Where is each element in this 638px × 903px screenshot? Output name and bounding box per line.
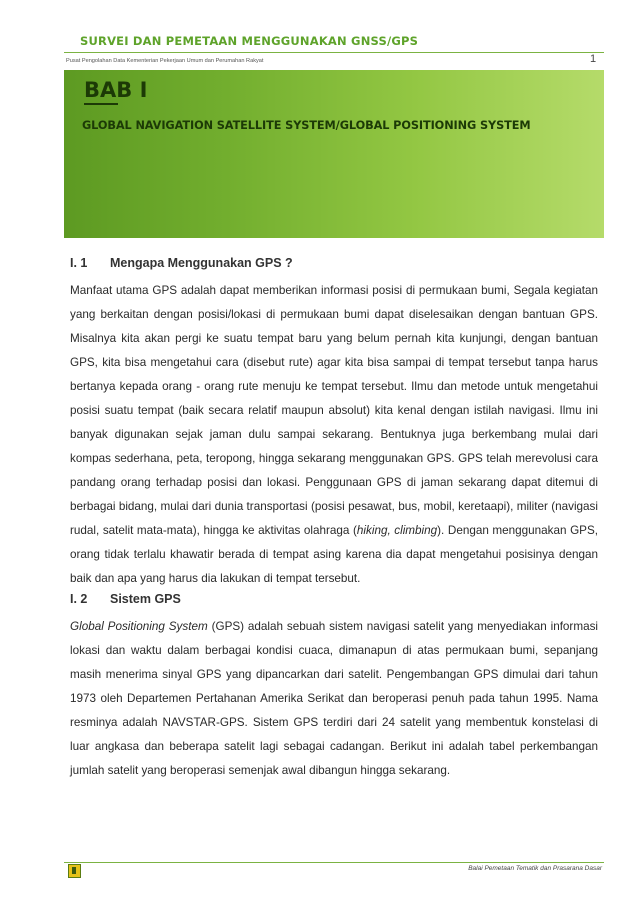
section-heading-1 (70, 256, 293, 270)
chapter-title: GLOBAL NAVIGATION SATELLITE SYSTEM/GLOBAL POSITIONING SYSTEM (82, 119, 531, 132)
footer-divider (64, 862, 604, 863)
page-number: 1 (590, 53, 597, 65)
paragraph-text: (GPS) adalah sebuah sistem navigasi satelit yang menyediakan informasi lokasi dan waktu dalam berbagai kondisi cuaca, dimanapun di atas permukaan bumi, sepanjang masih menerima sinyal GPS yang dipancarkan dari satelit. Pengembangan GPS dimulai dari tahun 1973 oleh Departemen Pertahanan Amerika Serikat dan beroperasi penuh pada tahun 1995. Nama resminya adalah NAVSTAR-GPS. Sistem GPS terdiri dari 24 satelit yang membentuk konstelasi di luar angkasa dan beberapa satelit lagi sebagai cadangan. Berikut ini adalah tabel perkembangan jumlah satelit yang beroperasi semenjak awal dibangun hingga sekarang. (70, 620, 599, 777)
section-number: I. 2 (70, 592, 88, 606)
chapter-label: BAB I (84, 78, 148, 102)
chapter-label-underline (84, 103, 118, 105)
section-heading-2 (70, 592, 181, 606)
section-number: I. 1 (70, 256, 88, 270)
section-title: Mengapa Menggunakan GPS ? (110, 256, 293, 270)
paragraph-italic-text: Global Positioning System (70, 620, 208, 633)
paragraph-text: ). Dengan menggunakan GPS, orang tidak terlalu khawatir berada di tempat asing karena dia dapat mengetahui posisinya dengan baik dan apa yang harus dia lakukan di tempat tersebut. (70, 524, 598, 585)
paragraph-text: Manfaat utama GPS adalah dapat memberikan informasi posisi di permukaan bumi, Segala kegiatan yang berkaitan dengan posisi/lokasi di permukaan bumi dapat diselesaikan dengan bantuan GPS. Misalnya kita akan pergi ke suatu tempat baru yang belum pernah kita kunjungi, dengan bantuan GPS, kita bisa mengetahui cara (disebut rute) agar kita bisa sampai di tempat tersebut tanpa harus bertanya kepada orang - orang rute menuju ke tempat tersebut. Ilmu dan metode untuk mengetahui posisi suatu tempat (baik secara relatif maupun absolut) kita kenal dengan istilah navigasi. Ilmu ini banyak digunakan sejak jaman dulu sampai sekarang. Bentuknya juga berkembang mulai dari kompas sederhana, peta, teropong, hingga sekarang menggunakan GPS. GPS telah merevolusi cara pandang orang terhadap posisi dan lokasi. Penggunaan GPS di jaman sekarang dapat ditemui di berbagai bidang, mulai dari dunia transportasi (posisi pesawat, bus, mobil, keretaapi), militer (navigasi rudal, satelit mata-mata), hingga ke aktivitas olahraga ( (70, 284, 598, 537)
document-title: SURVEI DAN PEMETAAN MENGGUNAKAN GNSS/GPS (80, 34, 419, 48)
section-title: Sistem GPS (110, 592, 181, 606)
organization-logo-icon (68, 864, 81, 878)
section-paragraph-2 (70, 615, 598, 783)
header-divider (64, 52, 604, 53)
header-subtitle: Pusat Pengolahan Data Kementerian Pekerjaan Umum dan Perumahan Rakyat (66, 58, 264, 64)
section-paragraph-1 (70, 279, 598, 591)
footer-text: Balai Pemetaan Tematik dan Prasarana Dasar (468, 865, 602, 872)
paragraph-italic-text: hiking, climbing (356, 524, 438, 537)
